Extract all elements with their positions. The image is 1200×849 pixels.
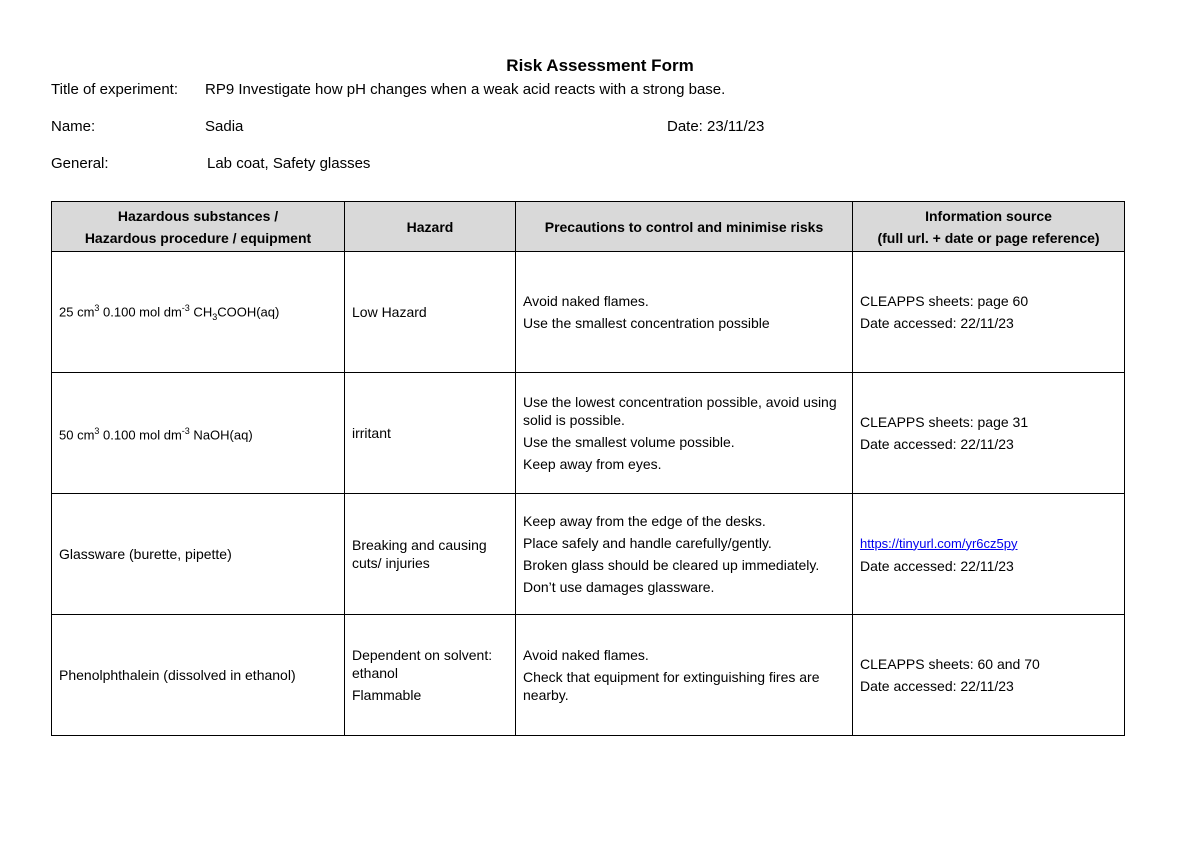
- header-source-line2: (full url. + date or page reference): [877, 229, 1100, 246]
- risk-table: [51, 201, 1125, 736]
- experiment-label: Title of experiment:: [51, 81, 178, 98]
- hazard-text: Dependent on solvent: ethanol: [352, 647, 493, 681]
- substance-text: 0.100 mol dm: [99, 303, 182, 319]
- table-header-row: [52, 202, 1125, 252]
- header-precautions: Precautions to control and minimise risks: [516, 202, 853, 252]
- substance-cell: Phenolphthalein (dissolved in ethanol): [52, 615, 345, 736]
- precaution-line: Check that equipment for extinguishing fires are nearby.: [523, 669, 820, 703]
- hazard-cell: [345, 494, 516, 615]
- table-row: [52, 494, 1125, 615]
- precaution-line: Don’t use damages glassware.: [523, 579, 715, 595]
- substance-cell: [52, 373, 345, 494]
- substance-text: COOH(aq): [217, 303, 280, 319]
- header-source-line1: Information source: [925, 207, 1052, 224]
- source-link[interactable]: https://tinyurl.com/yr6cz5py: [860, 535, 1018, 551]
- superscript: 3: [94, 302, 100, 313]
- header-source: [853, 202, 1125, 252]
- precaution-line: Keep away from eyes.: [523, 456, 662, 472]
- hazard-text: Flammable: [352, 687, 422, 703]
- substance-text: 50 cm: [59, 427, 95, 443]
- precaution-line: Broken glass should be cleared up immediately.: [523, 557, 820, 573]
- hazard-text: Breaking and causing cuts/ injuries: [352, 537, 487, 571]
- hazard-cell: [345, 373, 516, 494]
- precautions-cell: [516, 494, 853, 615]
- header-substances-line2: Hazardous procedure / equipment: [84, 229, 312, 246]
- precaution-line: Avoid naked flames.: [523, 647, 649, 663]
- header-substances: [52, 202, 345, 252]
- superscript: -3: [181, 425, 190, 436]
- date-accessed: Date accessed: 22/11/23: [860, 315, 1014, 331]
- precaution-line: Use the smallest volume possible.: [523, 434, 735, 450]
- substance-text: NaOH(aq): [189, 427, 253, 443]
- precaution-line: Use the smallest concentration possible: [523, 315, 770, 331]
- name-value: Sadia: [205, 118, 244, 135]
- general-value: Lab coat, Safety glasses: [207, 155, 371, 172]
- source-text: CLEAPPS sheets: 60 and 70: [860, 656, 1040, 672]
- source-cell: [853, 252, 1125, 373]
- name-label: Name:: [51, 118, 96, 135]
- general-label: General:: [51, 155, 109, 172]
- precaution-line: Place safely and handle carefully/gently.: [523, 535, 772, 551]
- source-cell: [853, 494, 1125, 615]
- substance-text: 25 cm: [59, 303, 95, 319]
- date-accessed: Date accessed: 22/11/23: [860, 436, 1014, 452]
- header-hazard: Hazard: [345, 202, 516, 252]
- table-row: [52, 373, 1125, 494]
- source-cell: [853, 373, 1125, 494]
- precautions-cell: [516, 252, 853, 373]
- header-substances-line1: Hazardous substances /: [117, 207, 279, 224]
- substance-cell: Glassware (burette, pipette): [52, 494, 345, 615]
- experiment-value: RP9 Investigate how pH changes when a weak acid reacts with a strong base.: [205, 81, 726, 98]
- substance-cell: [52, 252, 345, 373]
- substance-text: 0.100 mol dm: [99, 427, 182, 443]
- hazard-cell: [345, 252, 516, 373]
- precautions-cell: [516, 615, 853, 736]
- precautions-cell: [516, 373, 853, 494]
- source-text: CLEAPPS sheets: page 31: [860, 414, 1029, 430]
- hazard-text: irritant: [352, 425, 391, 441]
- hazard-cell: [345, 615, 516, 736]
- superscript: -3: [181, 302, 190, 313]
- form-title: Risk Assessment Form: [506, 56, 694, 75]
- source-text: CLEAPPS sheets: page 60: [860, 293, 1029, 309]
- hazard-text: Low Hazard: [352, 304, 427, 320]
- table-row: [52, 252, 1125, 373]
- table-row: [52, 615, 1125, 736]
- precaution-line: Avoid naked flames.: [523, 293, 649, 309]
- date-accessed: Date accessed: 22/11/23: [860, 678, 1014, 694]
- precaution-line: Keep away from the edge of the desks.: [523, 513, 766, 529]
- substance-text: CH: [189, 303, 213, 319]
- source-cell: [853, 615, 1125, 736]
- superscript: 3: [94, 425, 100, 436]
- precaution-line: Use the lowest concentration possible, avoid using solid is possible.: [523, 394, 837, 428]
- date-accessed: Date accessed: 22/11/23: [860, 557, 1014, 574]
- subscript: 3: [212, 311, 218, 322]
- date-text: Date: 23/11/23: [667, 118, 765, 135]
